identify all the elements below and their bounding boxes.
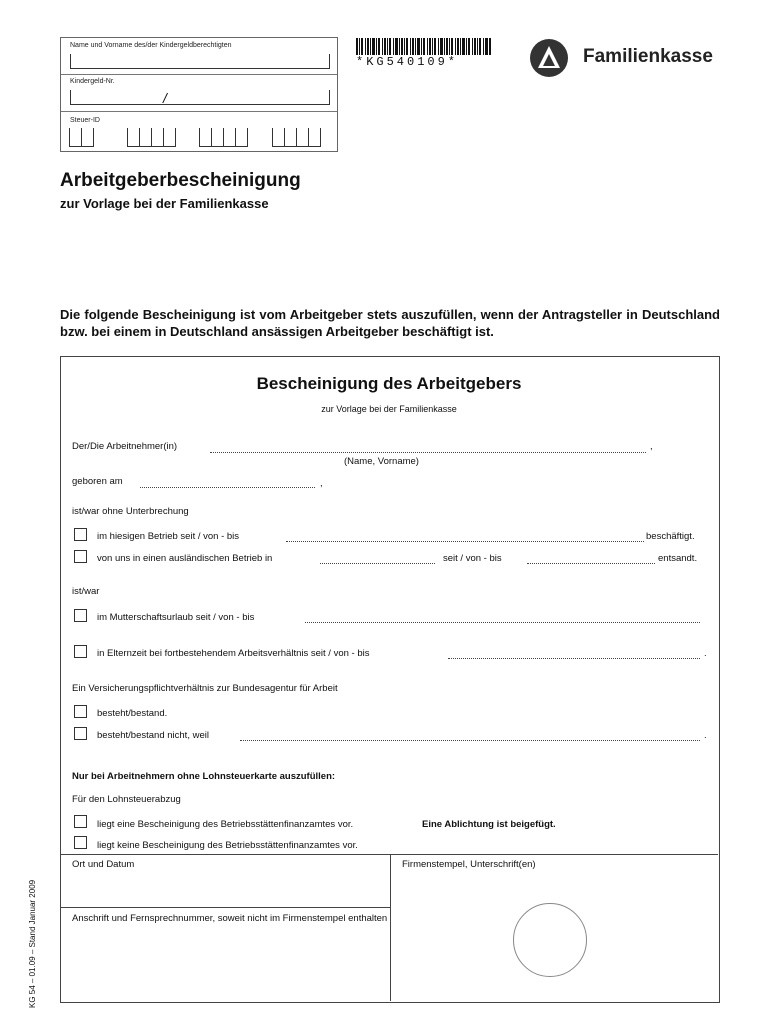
barcode-image (356, 38, 492, 55)
name-hint: (Name, Vorname) (344, 456, 419, 467)
opt-local-end: beschäftigt. (646, 531, 695, 542)
birth-date-field[interactable] (140, 487, 315, 488)
tax-id-seg-3[interactable] (199, 128, 248, 147)
checkbox-certificate-present[interactable] (74, 815, 87, 828)
checkbox-no-certificate[interactable] (74, 836, 87, 849)
section-uninterrupted: ist/war ohne Unterbrechung (72, 506, 189, 517)
opt-maternity-label: im Mutterschaftsurlaub seit / von - bis (97, 612, 255, 623)
form-subtitle: zur Vorlage bei der Familienkasse (321, 404, 457, 414)
intro-text: Die folgende Bescheinigung ist vom Arbeitgeber stets auszufüllen, wenn der Antragsteller in Deutschland bzw. bei einem in Deutschland ansässigen Arbeitgeber beschäftigt ist. (60, 307, 720, 339)
employee-name-field[interactable] (210, 452, 646, 453)
opt-cert-bold: Eine Ablichtung ist beigefügt. (422, 819, 556, 830)
signature-area-divider (60, 854, 718, 855)
checkbox-abroad[interactable] (74, 550, 87, 563)
place-date-label: Ort und Datum (72, 859, 135, 870)
barcode-text: *KG540109* (356, 55, 459, 69)
checkbox-maternity[interactable] (74, 609, 87, 622)
maternity-period-field[interactable] (305, 622, 700, 623)
signature-vertical-divider (390, 854, 391, 1001)
checkbox-insurance-exists[interactable] (74, 705, 87, 718)
form-version-text: KG 54 – 01.09 – Stand Januar 2009 (28, 879, 37, 1008)
checkbox-parental-leave[interactable] (74, 645, 87, 658)
tax-id-label: Steuer-ID (70, 117, 100, 124)
familienkasse-logo-icon (530, 39, 568, 77)
opt-local-label: im hiesigen Betrieb seit / von - bis (97, 531, 240, 542)
opt-not-exists-end: . (704, 730, 707, 741)
kg-number-slash: / (163, 90, 167, 106)
section-no-tax-card: Nur bei Arbeitnehmern ohne Lohnsteuerkarte auszufüllen: (72, 771, 336, 782)
tax-deduction-label: Für den Lohnsteuerabzug (72, 794, 181, 805)
brand-name: Familienkasse (583, 46, 713, 67)
name-row (61, 38, 337, 75)
abroad-country-field[interactable] (320, 563, 435, 564)
tax-id-seg-4[interactable] (272, 128, 321, 147)
address-label: Anschrift und Fernsprechnummer, soweit nicht im Firmenstempel enthalten (72, 913, 388, 924)
employee-label: Der/Die Arbeitnehmer(in) (72, 441, 178, 452)
section-insurance: Ein Versicherungspflichtverhältnis zur Bundesagentur für Arbeit (72, 683, 338, 694)
opt-abroad-label: von uns in einen ausländischen Betrieb in (97, 553, 273, 564)
opt-parental-label: in Elternzeit bei fortbestehendem Arbeitsverhältnis seit / von - bis (97, 648, 370, 659)
born-label: geboren am (72, 476, 123, 487)
opt-exists-label: besteht/bestand. (97, 708, 168, 719)
document-subtitle: zur Vorlage bei der Familienkasse (60, 196, 269, 211)
parental-period-field[interactable] (448, 658, 700, 659)
form-title: Bescheinigung des Arbeitgebers (256, 374, 522, 393)
section-was: ist/war (72, 586, 100, 597)
local-period-field[interactable] (286, 541, 644, 542)
employee-comma: , (650, 441, 653, 452)
opt-no-cert-label: liegt keine Bescheinigung des Betriebsstättenfinanzamtes vor. (97, 840, 358, 851)
born-comma: , (320, 478, 323, 489)
opt-not-exists-label: besteht/bestand nicht, weil (97, 730, 209, 741)
stamp-signature-label: Firmenstempel, Unterschrift(en) (402, 859, 536, 870)
document-title: Arbeitgeberbescheinigung (60, 170, 301, 191)
opt-cert-label: liegt eine Bescheinigung des Betriebsstättenfinanzamtes vor. (97, 819, 354, 830)
opt-parental-end: . (704, 648, 707, 659)
checkbox-insurance-not-exists[interactable] (74, 727, 87, 740)
name-field[interactable] (70, 54, 330, 69)
kg-number-row (61, 74, 337, 112)
tax-id-seg-2[interactable] (127, 128, 176, 147)
opt-abroad-mid: seit / von - bis (443, 553, 502, 564)
checkbox-local-employment[interactable] (74, 528, 87, 541)
reason-field[interactable] (240, 740, 700, 741)
kg-number-field[interactable] (70, 90, 330, 105)
name-label: Name und Vorname des/der Kindergeldberechtigten (70, 42, 232, 49)
stamp-circle (513, 903, 587, 977)
address-divider (60, 907, 390, 908)
kg-number-label: Kindergeld-Nr. (70, 78, 115, 85)
opt-abroad-end: entsandt. (658, 553, 698, 564)
abroad-period-field[interactable] (527, 563, 655, 564)
tax-id-seg-1[interactable] (69, 128, 94, 147)
